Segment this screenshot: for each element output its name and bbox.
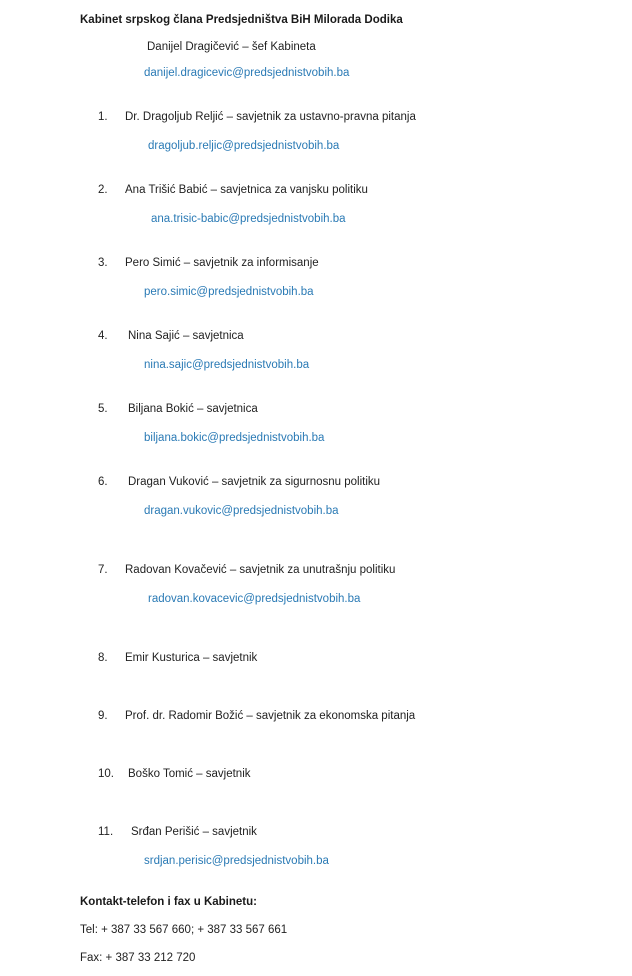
adviser-email-link[interactable]: dragan.vukovic@predsjednistvobih.ba [144,505,339,517]
adviser-entry: Dr. Dragoljub Reljić – savjetnik za ustavno-pravna pitanja [125,111,416,123]
adviser-email-link[interactable]: biljana.bokic@predsjednistvobih.ba [144,432,325,444]
contact-fax: Fax: + 387 33 212 720 [80,952,196,964]
list-item-number: 7. [98,564,108,576]
adviser-entry: Emir Kusturica – savjetnik [125,652,258,664]
adviser-email-link[interactable]: ana.trisic-babic@predsjednistvobih.ba [151,213,346,225]
list-item-number: 5. [98,403,108,415]
list-item-number: 9. [98,710,108,722]
list-item-number: 2. [98,184,108,196]
adviser-entry: Radovan Kovačević – savjetnik za unutrašnju politiku [125,564,396,576]
list-item-number: 4. [98,330,108,342]
adviser-entry: Biljana Bokić – savjetnica [128,403,258,415]
adviser-entry: Boško Tomić – savjetnik [128,768,251,780]
adviser-email-link[interactable]: pero.simic@predsjednistvobih.ba [144,286,314,298]
adviser-entry: Dragan Vuković – savjetnik za sigurnosnu politiku [128,476,381,488]
adviser-entry: Pero Simić – savjetnik za informisanje [125,257,319,269]
adviser-email-link[interactable]: radovan.kovacevic@predsjednistvobih.ba [148,593,361,605]
chief-of-cabinet: Danijel Dragičević – šef Kabineta [147,41,316,53]
page-title: Kabinet srpskog člana Predsjedništva BiH Milorada Dodika [80,14,403,26]
list-item-number: 1. [98,111,108,123]
list-item-number: 6. [98,476,108,488]
list-item-number: 3. [98,257,108,269]
adviser-entry: Nina Sajić – savjetnica [128,330,244,342]
contact-phone: Tel: + 387 33 567 660; + 387 33 567 661 [80,924,288,936]
list-item-number: 11. [98,826,114,838]
adviser-entry: Ana Trišić Babić – savjetnica za vanjsku politiku [125,184,368,196]
adviser-email-link[interactable]: dragoljub.reljic@predsjednistvobih.ba [148,140,340,152]
adviser-email-link[interactable]: nina.sajic@predsjednistvobih.ba [144,359,310,371]
adviser-entry: Srđan Perišić – savjetnik [131,826,257,838]
adviser-email-link[interactable]: srdjan.perisic@predsjednistvobih.ba [144,855,329,867]
contact-heading: Kontakt-telefon i fax u Kabinetu: [80,896,257,908]
chief-email-link[interactable]: danijel.dragicevic@predsjednistvobih.ba [144,67,350,79]
adviser-entry: Prof. dr. Radomir Božić – savjetnik za ekonomska pitanja [125,710,416,722]
list-item-number: 8. [98,652,108,664]
list-item-number: 10. [98,768,114,780]
